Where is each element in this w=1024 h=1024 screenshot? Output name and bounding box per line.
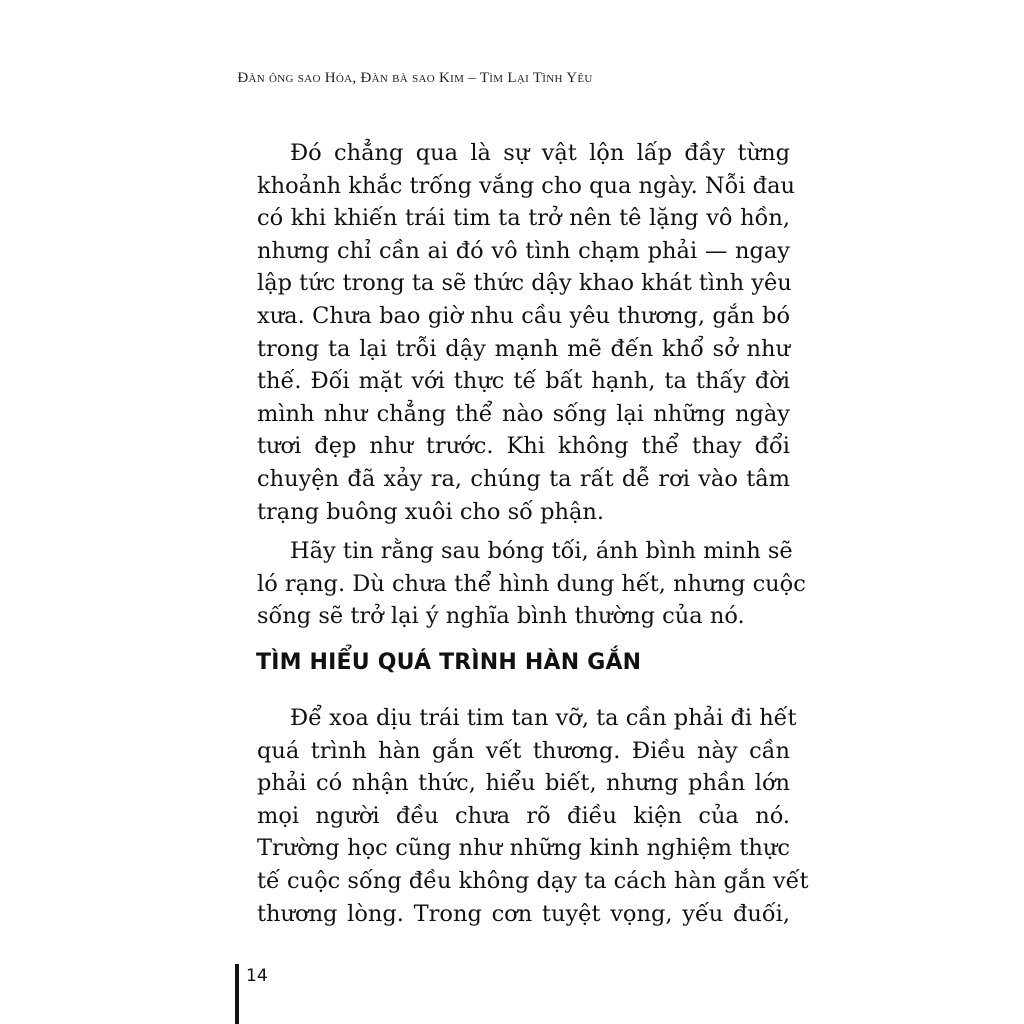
text-line: trạng buông xuôi cho số phận. bbox=[257, 498, 605, 525]
text-line: xưa. Chưa bao giờ nhu cầu yêu thương, gắn bó bbox=[257, 302, 790, 329]
text-line: quá trình hàn gắn vết thương. Điều này cần bbox=[257, 737, 790, 764]
paragraph-3 bbox=[257, 702, 809, 930]
paragraph-1 bbox=[257, 137, 795, 528]
text-line: Trường học cũng như những kinh nghiệm thực bbox=[257, 835, 790, 862]
text-line: Để xoa dịu trái tim tan vỡ, ta cần phải đi hết bbox=[290, 705, 797, 731]
section-heading: TÌM HIỂU QUÁ TRÌNH HÀN GẮN bbox=[256, 650, 642, 675]
text-line: khoảnh khắc trống vắng cho qua ngày. Nỗi đau bbox=[257, 172, 795, 199]
text-line: thương lòng. Trong cơn tuyệt vọng, yếu đuối, bbox=[257, 900, 790, 927]
text-line: ló rạng. Dù chưa thể hình dung hết, nhưng cuộc bbox=[257, 570, 806, 597]
text-line: nhưng chỉ cần ai đó vô tình chạm phải — ngay bbox=[257, 237, 790, 264]
text-line: mọi người đều chưa rõ điều kiện của nó. bbox=[257, 802, 790, 829]
text-line: sống sẽ trở lại ý nghĩa bình thường của nó. bbox=[257, 603, 745, 630]
text-line: thế. Đối mặt với thực tế bất hạnh, ta thấy đời bbox=[257, 368, 790, 395]
text-line: Hãy tin rằng sau bóng tối, ánh bình minh sẽ bbox=[290, 538, 793, 564]
text-line: tế cuộc sống đều không dạy ta cách hàn gắn vết bbox=[257, 867, 809, 894]
text-line: có khi khiến trái tim ta trở nên tê lặng vô hồn, bbox=[257, 205, 790, 232]
text-line: phải có nhận thức, hiểu biết, nhưng phần lớn bbox=[257, 770, 790, 797]
text-line: tươi đẹp như trước. Khi không thể thay đổi bbox=[257, 433, 790, 460]
text-line: Đó chẳng qua là sự vật lộn lấp đầy từng bbox=[290, 140, 790, 166]
page-number-bar bbox=[235, 964, 239, 1024]
text-line: lập tức trong ta sẽ thức dậy khao khát tình yêu bbox=[257, 270, 792, 297]
text-line: chuyện đã xảy ra, chúng ta rất dễ rơi vào tâm bbox=[257, 465, 790, 492]
running-header: Đàn ông sao Hỏa, Đàn bà sao Kim – Tìm Lại Tình Yêu bbox=[237, 70, 593, 86]
text-line: mình như chẳng thể nào sống lại những ngày bbox=[257, 400, 790, 427]
paragraph-2 bbox=[257, 535, 806, 633]
text-line: trong ta lại trỗi dậy mạnh mẽ đến khổ sở như bbox=[257, 335, 790, 362]
page-number: 14 bbox=[246, 966, 268, 986]
